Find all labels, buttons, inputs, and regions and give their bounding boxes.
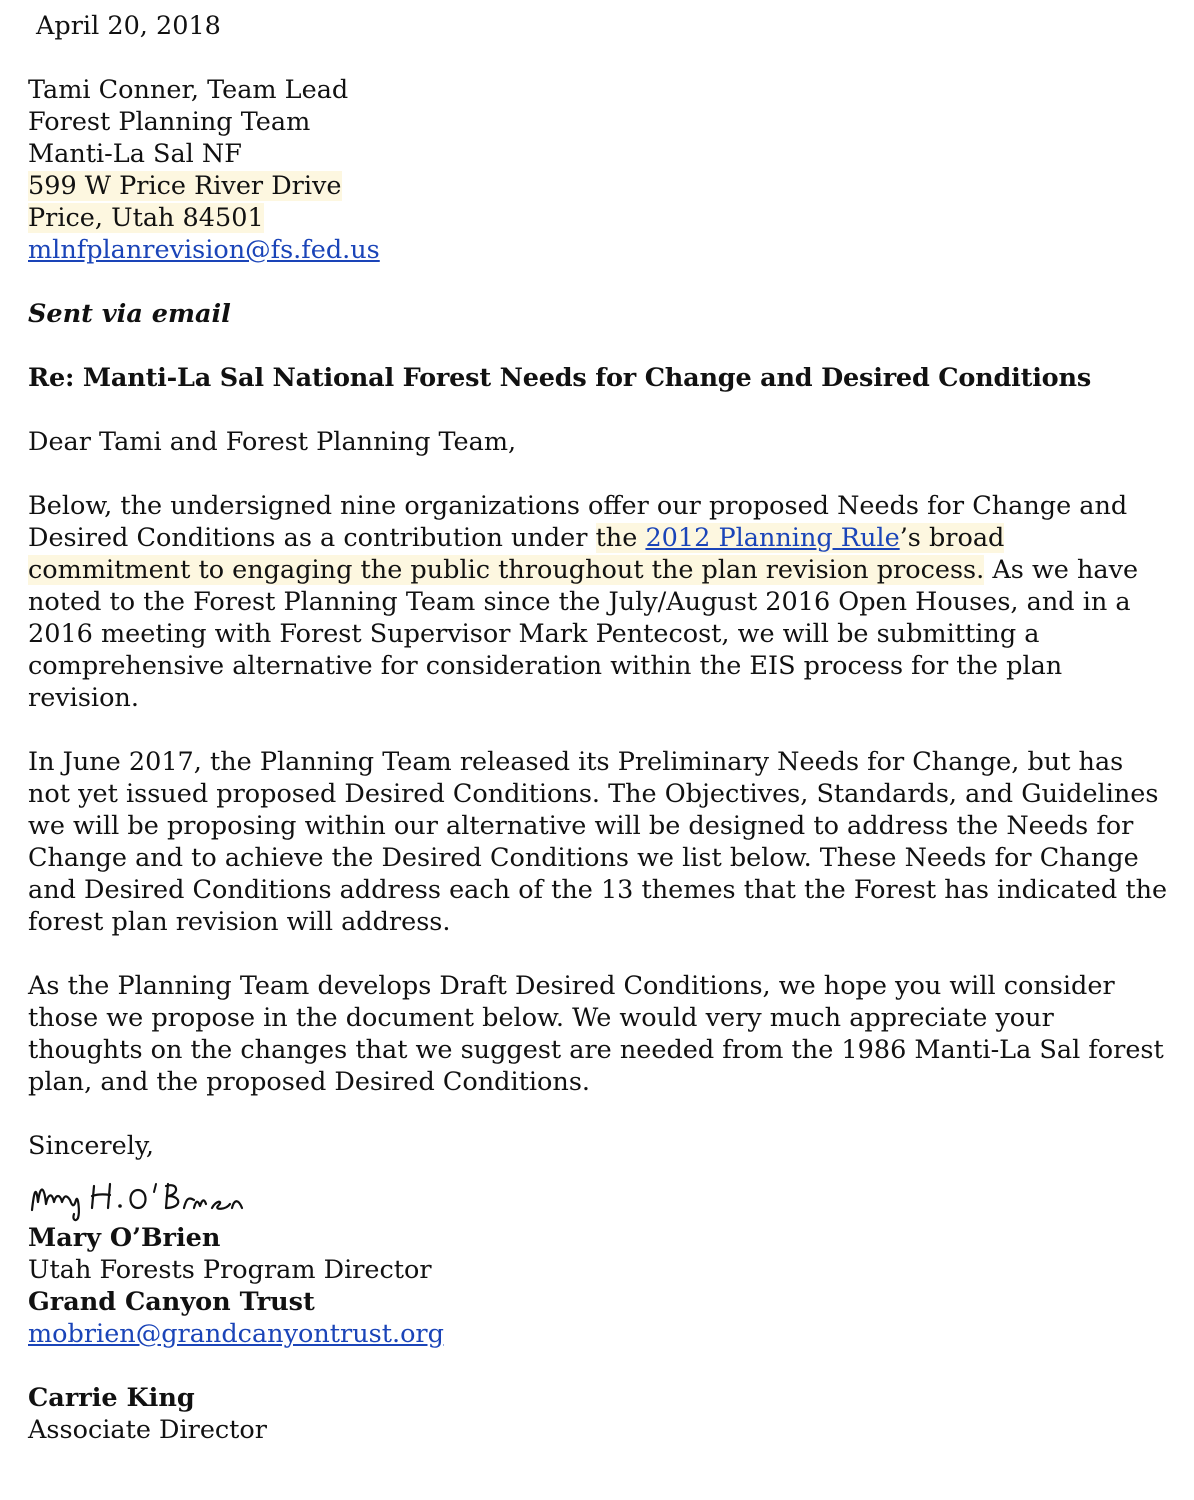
paragraph-1-hl-pre: the: [595, 523, 646, 553]
letter-date: April 20, 2018: [36, 11, 221, 41]
recipient-team: Forest Planning Team: [28, 107, 311, 137]
recipient-forest: Manti-La Sal NF: [28, 139, 242, 169]
closing: Sincerely,: [28, 1131, 154, 1161]
signer-1-title: Utah Forests Program Director: [28, 1255, 432, 1285]
salutation: Dear Tami and Forest Planning Team,: [28, 427, 517, 457]
paragraph-3: As the Planning Team develops Draft Desired Conditions, we hope you will consider those we propose in the document below. We would very much appreciate your thoughts on the changes that we suggest are needed from the 1986 Manti-La Sal forest plan, and the proposed Desired Conditions.: [28, 971, 1164, 1097]
letter: [28, 10, 1168, 1446]
signer-1-org: Grand Canyon Trust: [28, 1287, 315, 1317]
recipient-city: Price, Utah 84501: [28, 203, 264, 233]
handwritten-signature: [28, 1172, 1168, 1222]
recipient-name: Tami Conner, Team Lead: [28, 75, 349, 105]
paragraph-1-rest: As we have noted to the Forest Planning Team since the July/August 2016 Open Houses, and in a 2016 meeting with Forest Supervisor Mark Pentecost, we will be submitting a comprehensive alternative for consideration within the EIS process for the plan revision.: [28, 555, 1139, 713]
signature-graphic: [28, 1172, 268, 1222]
paragraph-1-hl-post: ’s broad commitment to engaging the public throughout the plan revision process.: [28, 523, 1005, 585]
recipient-street: 599 W Price River Drive: [28, 171, 342, 201]
planning-rule-link[interactable]: 2012 Planning Rule: [645, 523, 900, 553]
signer-block-2: [28, 1382, 1168, 1446]
signer-2-title: Associate Director: [28, 1415, 267, 1445]
paragraph-2: In June 2017, the Planning Team released its Preliminary Needs for Change, but has not yet issued proposed Desired Conditions. The Objectives, Standards, and Guidelines we will be proposing within our alternative will be designed to address the Needs for Change and to achieve the Desired Conditions we list below. These Needs for Change and Desired Conditions address each of the 13 themes that the Forest has indicated the forest plan revision will address.: [28, 747, 1168, 937]
subject-line: Re: Manti-La Sal National Forest Needs for Change and Desired Conditions: [28, 363, 1091, 393]
delivery-note: Sent via email: [28, 299, 231, 329]
paragraph-1: [28, 490, 1168, 714]
signer-1-email-link[interactable]: mobrien@grandcanyontrust.org: [28, 1319, 444, 1349]
signer-1-name: Mary O’Brien: [28, 1223, 221, 1253]
recipient-block: [28, 74, 1168, 266]
signer-2-name: Carrie King: [28, 1383, 195, 1413]
signer-block-1: [28, 1222, 1168, 1350]
paragraph-1-lead: Below, the undersigned nine organizations offer our proposed Needs for Change and Desired Conditions as a contribution under: [28, 491, 1128, 553]
recipient-email-link[interactable]: mlnfplanrevision@fs.fed.us: [28, 235, 380, 265]
